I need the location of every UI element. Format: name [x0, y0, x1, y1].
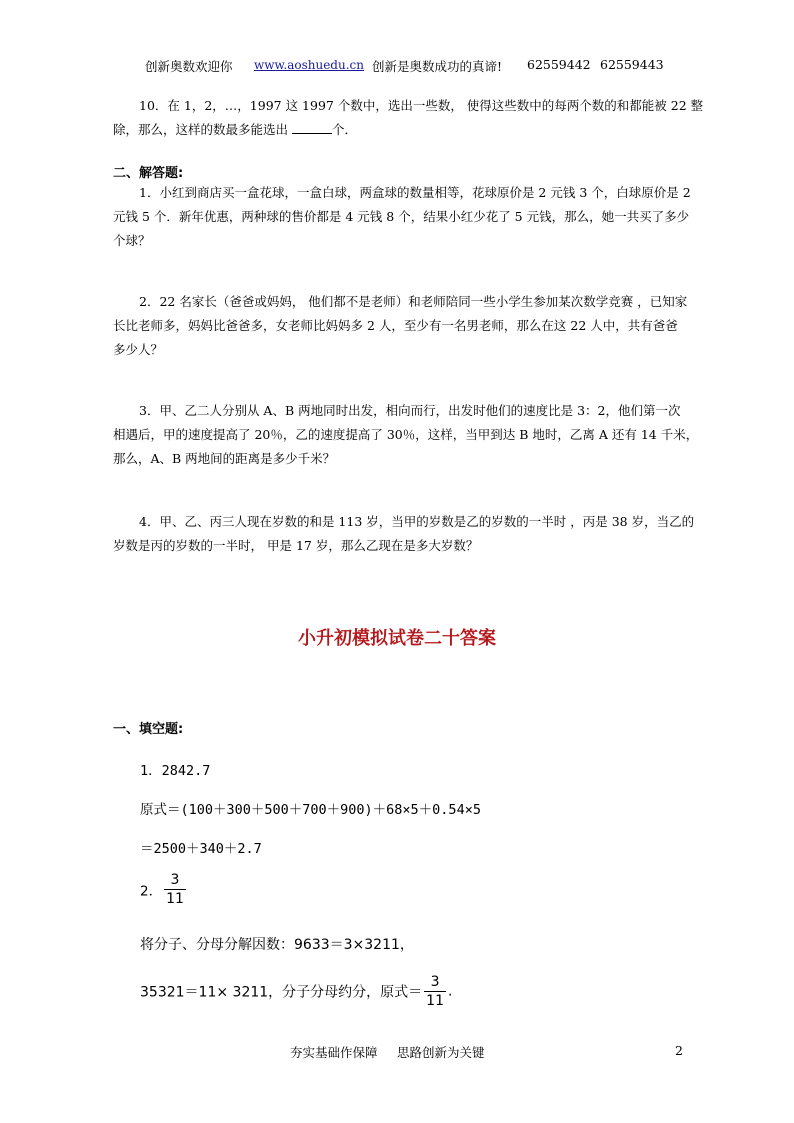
header-phone-1: 62559442: [527, 57, 591, 72]
problem-3-line-2: 相遇后，甲的速度提高了 20％，乙的速度提高了 30％，这样，当甲到达 B 地时，乙离 A 还有 14 千米，: [113, 427, 699, 442]
problem-2-line-3: 多少人？: [113, 342, 164, 357]
answer-2-line-3: [140, 974, 452, 1009]
answer-blank: [292, 121, 332, 134]
header-slogan: 创新是奥数成功的真谛!: [372, 59, 503, 74]
answer-1: 1．2842.7: [140, 763, 211, 779]
question-10-line-1: 10．在 1，2，…，1997 这 1997 个数中，选出一些数， 使得这些数中的每两个数的和都能被 22 整: [139, 98, 704, 113]
problem-2-line-1: 2．22 名家长（爸爸或妈妈， 他们都不是老师）和老师陪同一些小学生参加某次数学竞赛 ，已知家: [139, 294, 688, 309]
footer-right: 思路创新为关键: [397, 1045, 485, 1060]
answer-2-result-fraction: [424, 974, 446, 1009]
fraction-denominator: 11: [426, 993, 444, 1009]
answer-1-line-3: ＝2500＋340＋2.7: [140, 841, 262, 857]
problem-4-line-2: 岁数是丙的岁数的一半时， 甲是 17 岁，那么乙现在是多大岁数？: [113, 538, 479, 553]
answer-1-line-2: 原式＝(100＋300＋500＋700＋900)＋68×5＋0.54×5: [140, 802, 481, 818]
fraction-denominator: 11: [166, 891, 184, 907]
header-url-link[interactable]: www.aoshuedu.cn: [254, 58, 364, 72]
fraction-bar: [424, 991, 446, 992]
section-heading-2: 二、解答题:: [113, 166, 184, 181]
problem-4-line-1: 4．甲、乙、丙三人现在岁数的和是 113 岁，当甲的岁数是乙的岁数的一半时 ，丙是 38 岁，当乙的: [139, 514, 695, 529]
problem-3-line-3: 那么，A、B 两地间的距离是多少千米？: [113, 451, 336, 466]
problem-2-line-2: 长比老师多，妈妈比爸爸多，女老师比妈妈多 2 人，至少有一名男老师，那么在这 22 人中，共有爸爸: [113, 318, 678, 333]
problem-3: [113, 399, 709, 471]
problem-3-line-1: 3．甲、乙二人分别从 A、B 两地同时出发，相向而行，出发时他们的速度比是 3：2，他们第一次: [139, 403, 681, 418]
answer-2-line-2: 将分子、分母分解因数：9633＝3×3211，: [140, 937, 414, 953]
problem-1: [113, 181, 709, 253]
header-welcome: 创新奥数欢迎你: [145, 59, 233, 74]
answer-2-prefix: 2．: [140, 883, 163, 900]
question-10-line-2a: 除，那么，这样的数最多能选出: [113, 122, 292, 137]
answer-2-line-3-text: 35321＝11× 3211，分子分母约分，原式＝: [140, 984, 423, 1001]
fraction-bar: [164, 889, 186, 890]
answer-2-end: .: [448, 983, 453, 1000]
fraction-numerator: 3: [170, 872, 180, 888]
problem-1-line-2: 元钱 5 个．新年优惠，两种球的售价都是 4 元钱 8 个，结果小红少花了 5 元钱，那么，她一共买了多少: [113, 209, 690, 224]
problem-2: [113, 290, 709, 362]
answer-2: [140, 872, 188, 907]
answer-title: 小升初模拟试卷二十答案: [298, 628, 496, 649]
fraction-numerator: 3: [430, 974, 440, 990]
page-number: 2: [675, 1043, 683, 1058]
problem-1-line-3: 个球？: [113, 233, 151, 248]
header-phone-2: 62559443: [600, 57, 664, 72]
section-heading-1: 一、填空题:: [113, 722, 184, 737]
answer-2-fraction: [164, 872, 186, 907]
question-10-line-2b: 个．: [331, 122, 357, 137]
footer-left: 夯实基础作保障: [290, 1045, 378, 1060]
problem-4: [113, 510, 709, 558]
problem-1-line-1: 1．小红到商店买一盒花球，一盒白球，两盒球的数量相等，花球原价是 2 元钱 3 个，白球原价是 2: [139, 185, 691, 200]
question-10: [113, 94, 709, 142]
